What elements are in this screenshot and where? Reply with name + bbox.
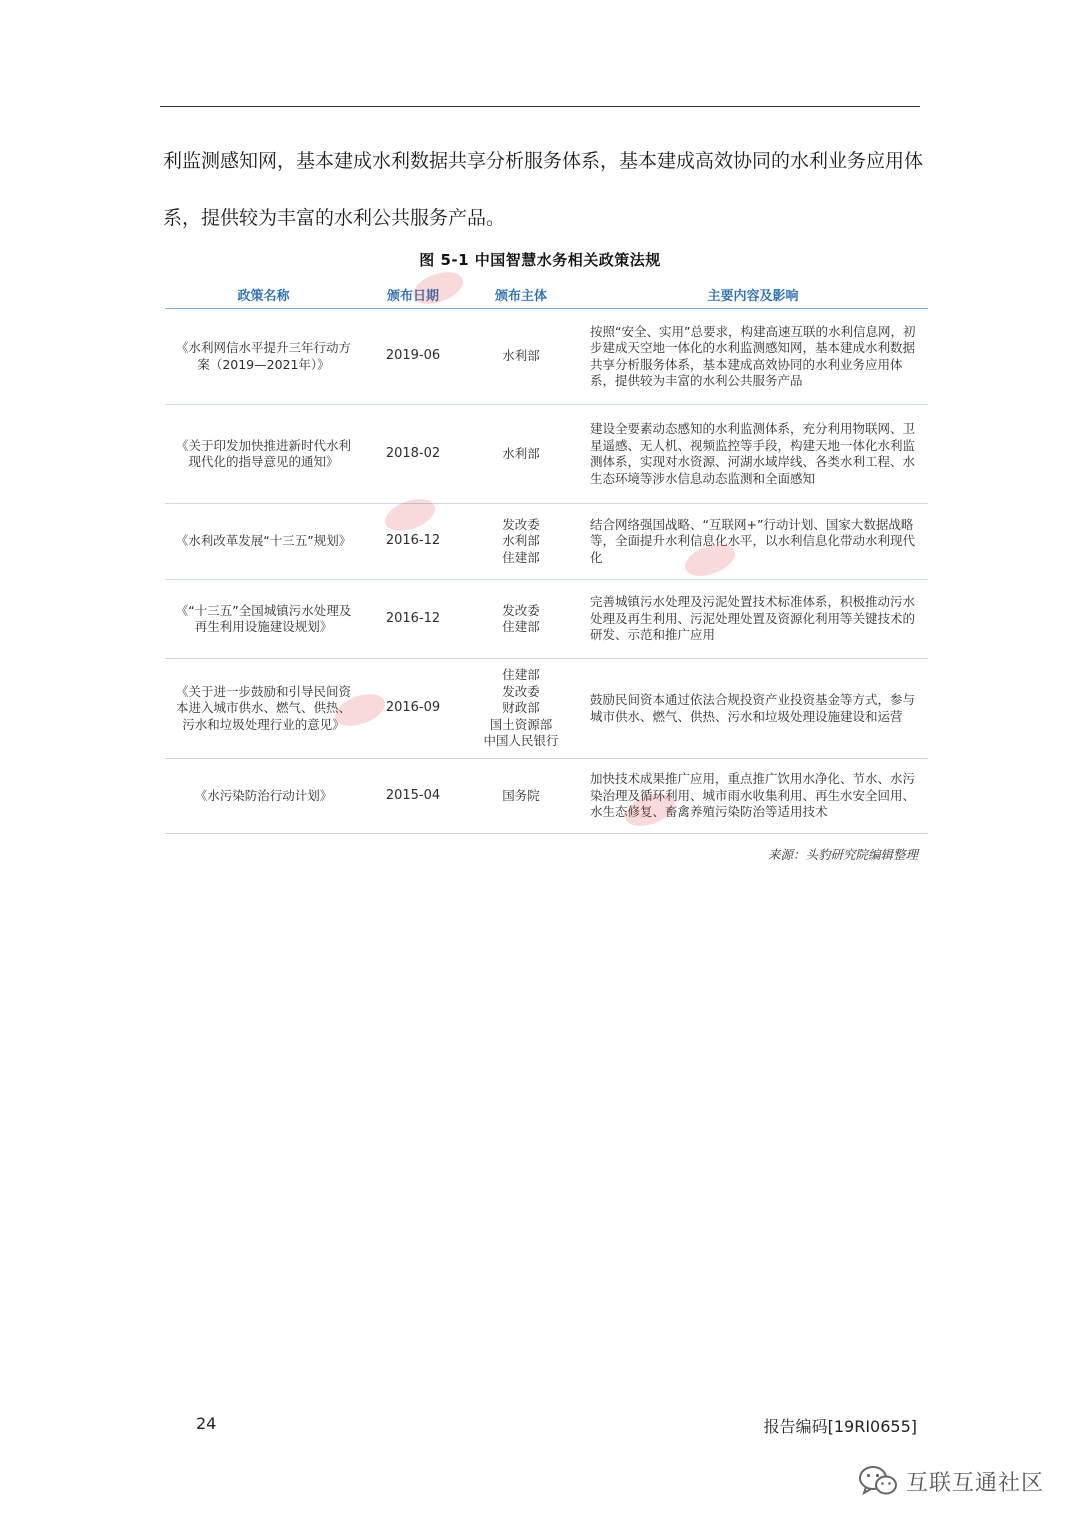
page-number: 24 [196,1414,217,1433]
policy-name: 《“十三五”全国城镇污水处理及再生利用设施建设规划》 [165,580,362,659]
issuer-list [464,309,578,405]
policy-name: 《水利网信水平提升三年行动方案（2019—2021年）》 [165,309,362,405]
issuer: 国务院 [502,787,540,803]
policy-name: 《水利改革发展“十三五”规划》 [165,504,362,580]
issuer: 住建部 [502,619,540,634]
policy-content: 鼓励民间资本通过依法合规投资产业投资基金等方式，参与城市供水、燃气、供热、污水和垃圾处理设施建设和运营 [578,659,928,759]
table-row [165,580,928,659]
policy-table [165,280,928,834]
table-row [165,759,928,834]
header-content: 主要内容及影响 [578,280,928,309]
policy-name: 《关于进一步鼓励和引导民间资本进入城市供水、燃气、供热、污水和垃圾处理行业的意见》 [165,659,362,759]
issue-date: 2016-12 [362,504,464,580]
issue-date: 2018-02 [362,405,464,504]
issuer: 发改委 [502,516,540,532]
issue-date: 2016-09 [362,659,464,759]
header-rule [160,106,920,107]
issuer: 住建部 [502,549,540,565]
header-policy-name: 政策名称 [165,280,362,309]
figure-source: 来源：头豹研究院编辑整理 [767,847,918,862]
policy-content: 按照“安全、实用”总要求，构建高速互联的水利信息网，初步建成天空地一体化的水利监测感知网，基本建成水利数据共享分析服务体系，基本建成高效协同的水利业务应用体系，提供较为丰富的水利公共服务产品 [578,309,928,405]
policy-content: 加快技术成果推广应用，重点推广饮用水净化、节水、水污染治理及循环利用、城市雨水收集利用、再生水安全回用、水生态修复、畜禽养殖污染防治等适用技术 [578,759,928,834]
issuer: 发改委 [502,602,540,618]
issuer: 财政部 [502,700,540,716]
report-code: 报告编码[19RI0655] [763,1417,917,1436]
issue-date: 2015-04 [362,759,464,834]
table-row [165,504,928,580]
table-row [165,405,928,504]
issuer: 水利部 [502,445,540,461]
policy-content: 结合网络强国战略、“互联网+”行动计划、国家大数据战略等，全面提升水利信息化水平，以水利信息化带动水利现代化 [578,504,928,580]
issuer-list [464,580,578,659]
issuer-list [464,405,578,504]
body-paragraph-line-2: 系，提供较为丰富的水利公共服务产品。 [163,207,506,229]
wechat-watermark [858,1464,1044,1498]
table-row [165,659,928,759]
policy-content: 完善城镇污水处理及污泥处置技术标准体系，积极推动污水处理及再生利用、污泥处理处置及资源化利用等关键技术的研发、示范和推广应用 [578,580,928,659]
body-paragraph-line-1: 利监测感知网，基本建成水利数据共享分析服务体系，基本建成高效协同的水利业务应用体 [163,150,924,172]
issuer-list [464,504,578,580]
header-issue-date: 颁布日期 [362,280,464,309]
policy-name: 《关于印发加快推进新时代水利现代化的指导意见的通知》 [165,405,362,504]
issue-date: 2016-12 [362,580,464,659]
table-header-row [165,280,928,309]
policy-content: 建设全要素动态感知的水利监测体系，充分利用物联网、卫星遥感、无人机、视频监控等手段，构建天地一体化水利监测体系，实现对水资源、河湖水域岸线、各类水利工程、水生态环境等涉水信息动态监测和全面感知 [578,405,928,504]
issuer: 住建部 [502,667,540,683]
issuer: 水利部 [502,533,540,549]
policy-name: 《水污染防治行动计划》 [165,759,362,834]
issuer: 发改委 [502,683,540,699]
issuer-list [464,759,578,834]
wechat-icon [858,1464,898,1498]
figure-title: 图 5-1 中国智慧水务相关政策法规 [419,251,661,269]
header-issuer: 颁布主体 [464,280,578,309]
issuer: 国土资源部 [489,716,553,732]
table-row [165,309,928,405]
issue-date: 2019-06 [362,309,464,405]
issuer-list [464,659,578,759]
issuer: 中国人民银行 [483,733,559,749]
issuer: 水利部 [502,348,540,364]
wechat-account-name: 互联互通社区 [905,1470,1044,1496]
